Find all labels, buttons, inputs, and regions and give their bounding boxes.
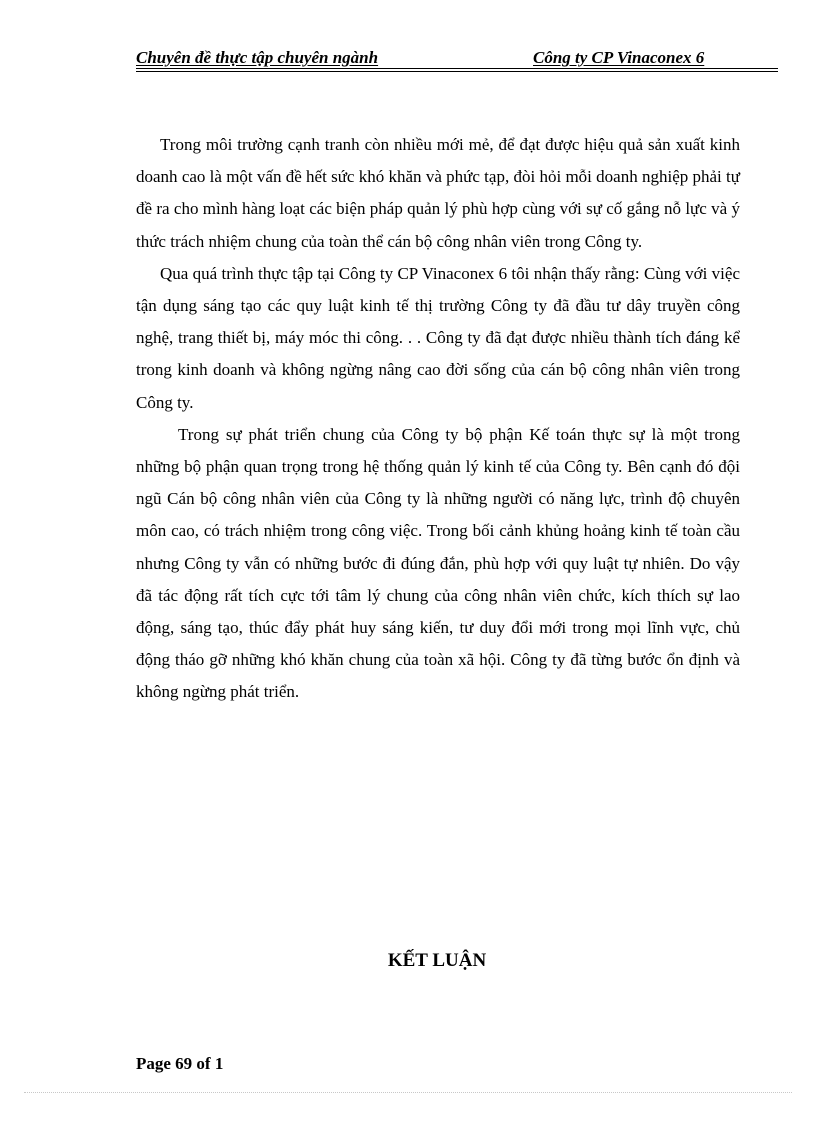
body-text [136, 129, 740, 709]
header-rule-bottom [136, 71, 778, 72]
paragraph: Qua quá trình thực tập tại Công ty CP Vinaconex 6 tôi nhận thấy rằng: Cùng với việc tận dụng sáng tạo các quy luật kinh tế thị trường Công ty đã đầu tư dây truyền công nghệ, trang thiết bị, máy móc thi công. . . Công ty đã đạt được nhiều thành tích đáng kể trong kinh doanh và không ngừng nâng cao đời sống của cán bộ công nhân viên trong Công ty. [136, 263, 740, 412]
paragraph: Trong sự phát triển chung của Công ty bộ phận Kế toán thực sự là một trong những bộ phận quan trọng trong hệ thống quản lý kinh tế của Công ty. Bên cạnh đó đội ngũ Cán bộ công nhân viên của Công ty là những người có năng lực, trình độ chuyên môn cao, có trách nhiệm trong công việc. Trong bối cảnh khủng hoảng kinh tế toàn cầu nhưng Công ty vẫn có những bước đi đúng đắn, phù hợp với quy luật tự nhiên. Do vậy đã tác động rất tích cực tới tâm lý chung của công nhân viên chức, kích thích sự lao động, sáng tạo, thúc đẩy phát huy sáng kiến, tư duy đổi mới trong mọi lĩnh vực, chủ động tháo gỡ những khó khăn chung của toàn xã hội. Công ty đã từng bước ổn định và không ngừng phát triển. [136, 424, 740, 702]
header-report-title: Chuyên đề thực tập chuyên ngành [136, 48, 379, 67]
header-rule-top [136, 68, 778, 69]
paragraph: Trong môi trường cạnh tranh còn nhiều mới mẻ, để đạt được hiệu quả sản xuất kinh doanh cao là một vấn đề hết sức khó khăn và phức tạp, đòi hỏi mỗi doanh nghiệp phải tự đề ra cho mình hàng loạt các biện pháp quản lý phù hợp cùng với sự cố gắng nỗ lực và ý thức trách nhiệm chung của toàn thể cán bộ công nhân viên trong Công ty. [136, 135, 740, 251]
section-title-conclusion: KẾT LUẬN [387, 950, 487, 971]
page-number: Page 69 of 1 [136, 1054, 224, 1073]
header-company-name: Công ty CP Vinaconex 6 [533, 48, 705, 67]
page-bottom-divider [24, 1092, 792, 1093]
